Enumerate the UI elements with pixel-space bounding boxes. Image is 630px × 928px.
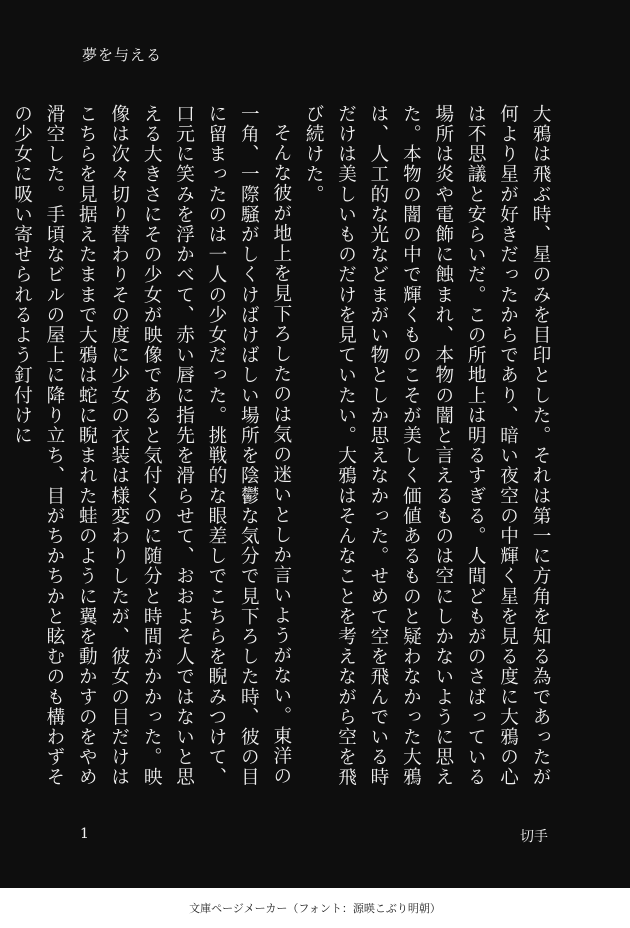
generator-credit: 文庫ページメーカー（フォント：源暎こぶり明朝） bbox=[0, 888, 630, 928]
running-title: 夢を与える bbox=[82, 46, 163, 64]
page-number: 1 bbox=[80, 826, 89, 842]
vertical-body-text bbox=[11, 104, 556, 794]
paragraph-2: そんな彼が地上を見下ろしたのは気の迷いとしか言いようがない。東洋の一角、一際騒がしくけばけばしい場所を陰鬱な気分で見下ろした時、彼の目に留まったのは一人の少女だった。挑戦的な眼差しでこちらを睨みつけて、口元に笑みを浮かべて、赤い唇に指先を滑らせて、おおよそ人ではないと思える大きさにその少女が映像であると気付くのに随分と時間がかかった。映像は次々切り替わりその度に少女の衣装は様変わりしたが、彼女の目だけはこちらを見据えたままで大鴉は蛇に睨まれた蛙のように翼を動かすのをやめ滑空した。手頃なビルの屋上に降り立ち、目がちかちかと眩むのも構わずその少女に吸い寄せられるよう釘付けに bbox=[11, 104, 292, 788]
paragraph-1: 大鴉は飛ぶ時、星のみを目印とした。それは第一に方角を知る為であったが何より星が好きだったからであり、暗い夜空の中輝く星を見る度に大鴉の心は不思議と安らいだ。この所地上は明るすぎる。人間どもがのさばっている場所は炎や電飾に蝕まれ、本物の闇と言えるものは空にしかないように思えた。本物の闇の中で輝くものこそが美しく価値あるものと疑わなかった大鴉は、人工的な光などまがい物としか思えなかった。せめて空を飛んでいる時だけは美しいものだけを見ていたい。大鴉はそんなことを考えながら空を飛び続けた。 bbox=[303, 104, 551, 788]
author-name: 切手 bbox=[520, 829, 548, 845]
